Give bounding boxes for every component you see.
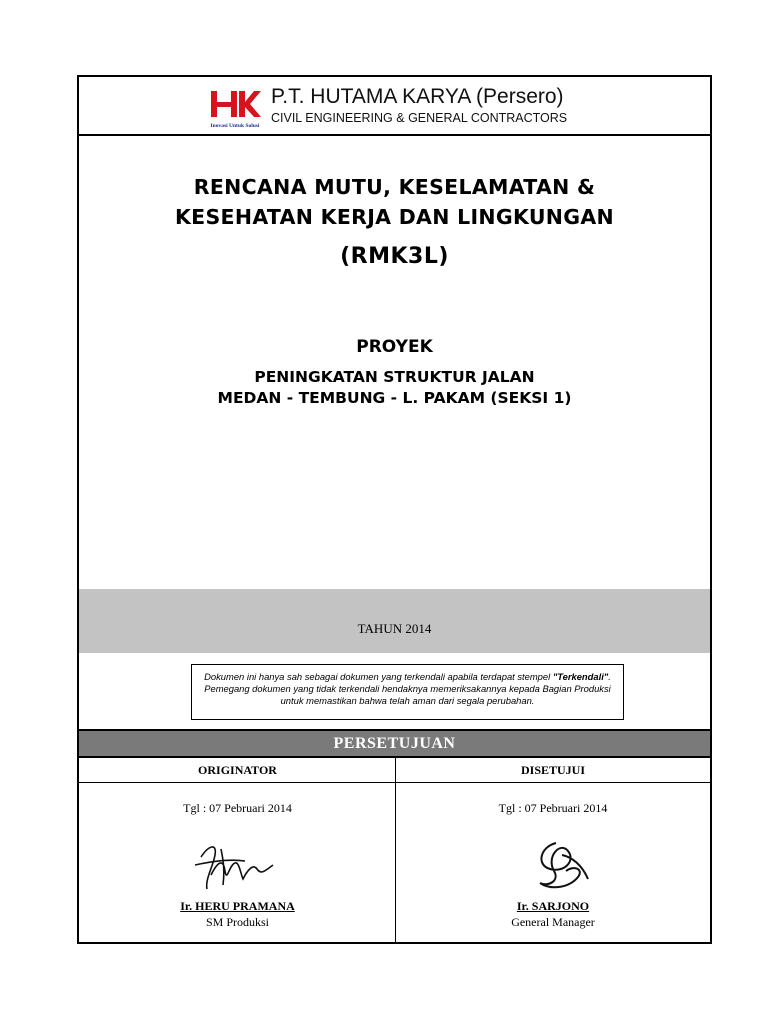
notice-line1-text: Dokumen ini hanya sah sebagai dokumen yang terkendali apabila terdapat stempel [204, 671, 553, 682]
approver-name: Ir. SARJONO [516, 899, 590, 913]
hk-logo [207, 85, 263, 129]
notice-line3: untuk memastikan bahwa telah aman dari segala perubahan. [280, 695, 535, 706]
logo-tagline: Inovasi Untuk Solusi [210, 123, 260, 129]
company-subtitle: CIVIL ENGINEERING & GENERAL CONTRACTORS [271, 111, 568, 125]
control-notice [191, 664, 624, 720]
project-name-line1: PENINGKATAN STRUKTUR JALAN [254, 368, 535, 386]
notice-stamp-word: "Terkendali" [552, 671, 609, 682]
document-title-line1: RENCANA MUTU, KESELAMATAN & [193, 175, 596, 199]
project-name-line2: MEDAN - TEMBUNG - L. PAKAM (SEKSI 1) [217, 389, 572, 407]
approver-signature [526, 835, 596, 897]
originator-signature [183, 835, 283, 897]
document-title-line2: KESEHATAN KERJA DAN LINGKUNGAN [175, 205, 614, 229]
notice-line1-end: . [608, 671, 611, 682]
originator-date: Tgl : 07 Pebruari 2014 [183, 801, 292, 815]
company-name: P.T. HUTAMA KARYA (Persero) [271, 85, 564, 108]
project-label: PROYEK [356, 337, 433, 357]
approver-role: General Manager [511, 915, 595, 929]
document-frame [77, 75, 712, 944]
originator-name: Ir. HERU PRAMANA [180, 899, 295, 913]
originator-header: ORIGINATOR [79, 758, 396, 783]
approver-header: DISETUJUI [396, 758, 710, 783]
document-title-abbr: (RMK3L) [340, 244, 449, 269]
approver-date: Tgl : 07 Pebruari 2014 [498, 801, 608, 815]
approval-heading: PERSETUJUAN [333, 735, 456, 752]
notice-line2: Pemegang dokumen yang tidak terkendali hendaknya memeriksakannya kepada Bagian Produksi [204, 683, 611, 694]
originator-role: SM Produksi [205, 915, 270, 929]
approval-bar [79, 729, 710, 758]
document-year: TAHUN 2014 [357, 621, 432, 636]
company-header [79, 77, 710, 136]
